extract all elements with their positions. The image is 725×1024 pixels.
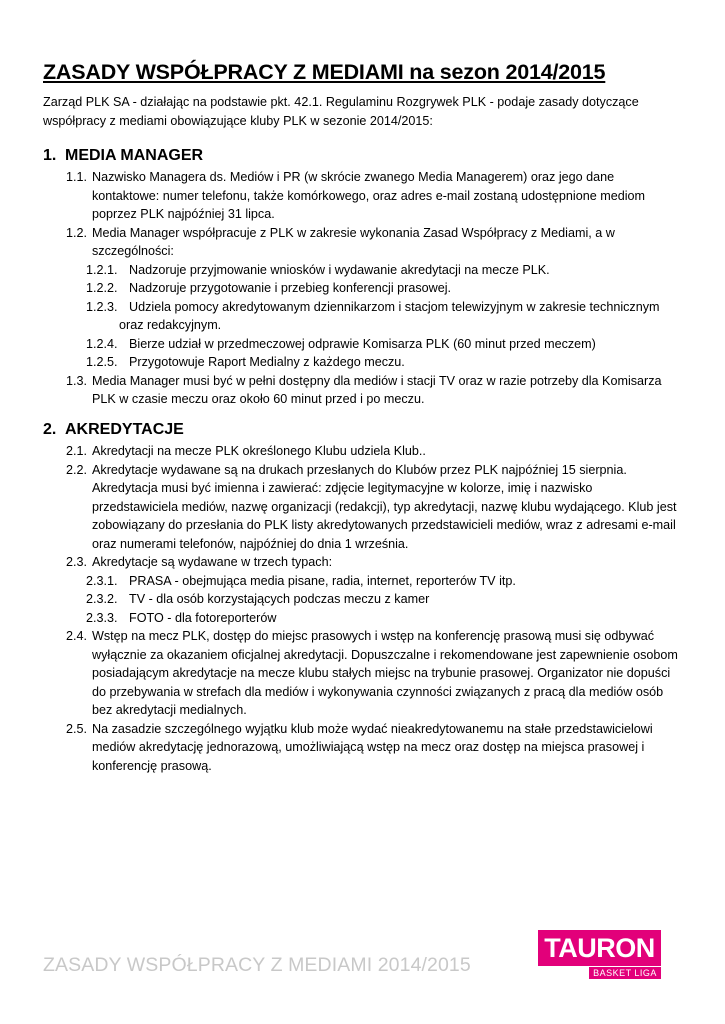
logo-main-text: TAURON (538, 930, 661, 966)
section-number: 1. (43, 147, 57, 164)
tauron-basket-liga-logo (538, 930, 661, 980)
list-item: 2.4. Wstęp na mecz PLK, dostęp do miejsc prasowych i wstęp na konferencję prasową musi się odbywać wyłącznie za okazaniem oficjalnej akredytacji. Dopuszczalne i rekomendowane jest zapewnienie osobom posiadającym akredytacje na mecze klubu stałych miejsc na trybunie prasowej. Organizator nie dopuści do przebywania w strefach dla mediów i wykonywania czynności związanych z pracą dla mediów osób bez akredytacji medialnych. (66, 629, 678, 717)
list-item: 2.2. Akredytacje wydawane są na drukach przesłanych do Klubów przez PLK najpóźniej 15 sierpnia. Akredytacja musi być imienna i zawierać: zdjęcie legitymacyjne w kolorze, imię i nazwisko przedstawiciela mediów, nazwę organizacji (redakcji), typ akredytacji, nazwę klubu wydającego. Klub jest zobowiązany do przesłania do PLK listy akredytowanych przedstawicieli mediów, wraz z adresami e-mail oraz numerami telefonów, najpóźniej do dnia 1 września. (66, 462, 677, 551)
list-item: 1.2.1. Nadzoruje przyjmowanie wniosków i wydawanie akredytacji na mecze PLK. (86, 262, 550, 277)
footer-title: ZASADY WSPÓŁPRACY Z MEDIAMI 2014/2015 (43, 954, 471, 976)
list-item: 1.2.5. Przygotowuje Raport Medialny z każdego meczu. (86, 355, 405, 369)
list-item: 2.3.2. TV - dla osób korzystających podczas meczu z kamer (86, 592, 430, 606)
section-title: AKREDYTACJE (65, 421, 184, 438)
list-item: 1.2. Media Manager współpracuje z PLK w zakresie wykonania Zasad Współpracy z Mediami, a w szczególności: (66, 225, 615, 258)
list-item: 2.3.3. FOTO - dla fotoreporterów (86, 610, 277, 625)
list-item: 2.3.1. PRASA - obejmująca media pisane, radia, internet, reporterów TV itp. (86, 573, 516, 588)
section-1-list (0, 168, 725, 409)
section-2-list (0, 442, 725, 775)
list-item: 1.1. Nazwisko Managera ds. Mediów i PR (w skrócie zwanego Media Managerem) oraz jego dane kontaktowe: numer telefonu, także komórkowego, oraz adres e-mail zostaną udostępnione mediom poprzez PLK najpóźniej 31 lipca. (66, 170, 646, 221)
list-item: 1.2.2. Nadzoruje przygotowanie i przebieg konferencji prasowej. (86, 281, 452, 295)
list-item: 1.3. Media Manager musi być w pełni dostępny dla mediów i stacji TV oraz w razie potrzeby dla Komisarza PLK w czasie meczu oraz około 60 minut przed i po meczu. (66, 373, 662, 406)
logo-sub-text: BASKET LIGA (589, 967, 661, 979)
list-item: 2.1. Akredytacji na mecze PLK określonego Klubu udziela Klub.. (66, 444, 426, 458)
list-item: 1.2.4. Bierze udział w przedmeczowej odprawie Komisarza PLK (60 minut przed meczem) (86, 336, 596, 351)
section-number: 2. (43, 421, 57, 438)
list-item: 2.3. Akredytacje są wydawane w trzech typach: (66, 555, 333, 569)
intro-paragraph: Zarząd PLK SA - działając na podstawie pkt. 42.1. Regulaminu Rozgrywek PLK - podaje zasady dotyczące współpracy z mediami obowiązujące kluby PLK w sezonie 2014/2015: (43, 95, 639, 128)
list-item: 2.5. Na zasadzie szczególnego wyjątku klub może wydać nieakredytowanemu na stałe przedstawicielowi mediów akredytację jednorazową, umożliwiającą wstęp na mecz oraz dostęp na miejsca prasowej i konferencję prasową. (66, 721, 653, 773)
section-heading-akredytacje (43, 421, 184, 439)
section-title: MEDIA MANAGER (65, 147, 204, 164)
list-item: 1.2.3. Udziela pomocy akredytowanym dziennikarzom i stacjom telewizyjnym w zakresie technicznym oraz redakcyjnym. (86, 299, 660, 332)
section-heading-media-manager (43, 147, 203, 165)
document-title: ZASADY WSPÓŁPRACY Z MEDIAMI na sezon 2014/2015 (43, 60, 606, 84)
